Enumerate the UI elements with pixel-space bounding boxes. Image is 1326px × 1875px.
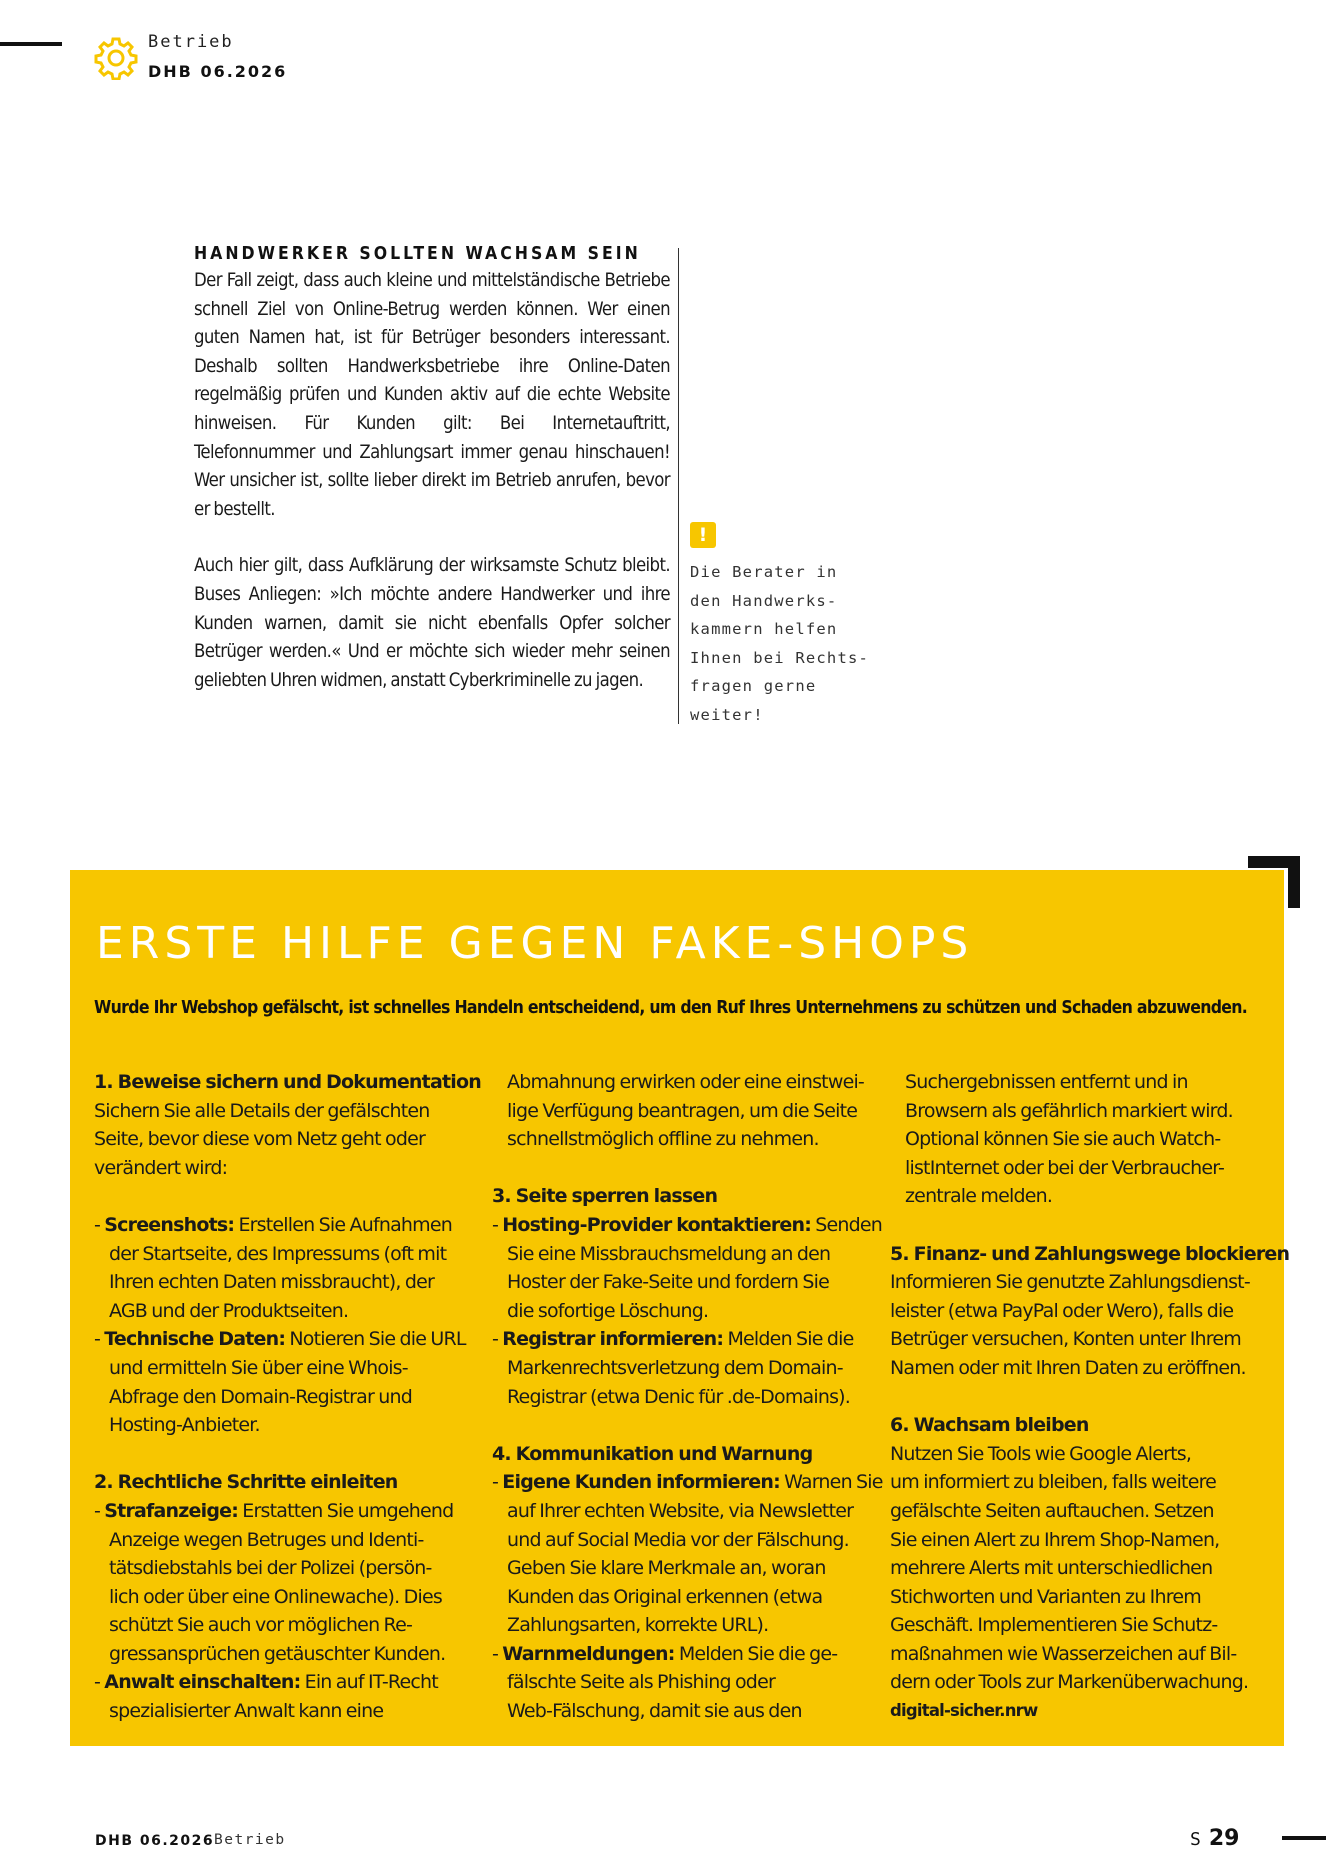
text-line: gressansprüchen getäuschter Kunden. — [109, 1642, 446, 1665]
text-line: schnellstmöglich offline zu nehmen. — [507, 1128, 819, 1151]
page-prefix: S — [1190, 1829, 1201, 1850]
text-line: mehrere Alerts mit unterschiedlichen — [890, 1557, 1213, 1580]
spacer — [890, 1211, 1276, 1240]
bullet-label: Screenshots: — [104, 1213, 235, 1236]
text-line: Nutzen Sie Tools wie Google Alerts, — [890, 1442, 1192, 1465]
exclamation-icon: ! — [690, 522, 716, 548]
text-line: Web-Fälschung, damit sie aus den — [507, 1700, 802, 1723]
bullet-text: Ein auf IT-Recht — [304, 1671, 438, 1694]
bullet-label: Anwalt einschalten: — [104, 1671, 301, 1694]
bullet-dash: - — [492, 1471, 503, 1494]
bullet-label: Hosting-Provider kontaktieren: — [502, 1213, 811, 1236]
bullet-item — [94, 1668, 470, 1697]
bullet-dash: - — [492, 1642, 503, 1665]
box-column-2 — [492, 1068, 883, 1726]
text-line: Hosting-Anbieter. — [109, 1414, 260, 1437]
text-line: Informieren Sie genutzte Zahlungsdienst- — [890, 1271, 1250, 1294]
bullet-text: Notieren Sie die URL — [289, 1328, 466, 1351]
footer-section: Betrieb — [214, 1832, 286, 1848]
bullet-label: Eigene Kunden informieren: — [502, 1471, 780, 1494]
text-line: Seite, bevor diese vom Netz geht oder — [94, 1128, 426, 1151]
text-line: AGB und der Produktseiten. — [109, 1299, 349, 1322]
spacer — [890, 1383, 1276, 1412]
tip-box — [690, 558, 880, 730]
tip-line: fragen gerne — [690, 677, 817, 696]
text-line: spezialisierter Anwalt kann eine — [109, 1700, 384, 1723]
bullet-text: Senden — [815, 1213, 883, 1236]
box-column-3 — [890, 1068, 1290, 1726]
tip-line: Ihnen bei Rechts- — [690, 648, 870, 667]
tip-line: den Handwerks- — [690, 591, 838, 610]
text-line: Betrüger versuchen, Konten unter Ihrem — [890, 1328, 1241, 1351]
bullet-item — [492, 1211, 883, 1240]
bullet-item — [492, 1325, 868, 1354]
text-line: Optional können Sie sie auch Watch- — [905, 1128, 1221, 1151]
section-heading: 4. Kommunikation und Warnung — [492, 1442, 813, 1465]
bullet-dash: - — [492, 1213, 503, 1236]
text-line: zentrale melden. — [905, 1185, 1053, 1208]
text-line: Anzeige wegen Betruges und Identi- — [109, 1528, 424, 1551]
bullet-item — [94, 1211, 470, 1240]
bullet-text: Melden Sie die — [727, 1328, 854, 1351]
article-paragraph-1: Der Fall zeigt, dass auch kleine und mittelständische Betriebe schnell Ziel von Online-Betrug werden können. Wer einen guten Namen hat, ist für Betrüger besonders interessant. Deshalb sollten Handwerksbetriebe ihre Online-Daten regelmäßig prüfen und Kunden aktiv auf die echte Website hinweisen. Für Kunden gilt: Bei Internetauftritt, Telefonnummer und Zahlungsart immer genau hinschauen! Wer unsicher ist, sollte lieber direkt im Betrieb anrufen, bevor er bestellt. — [194, 270, 670, 520]
bullet-label: Technische Daten: — [104, 1328, 286, 1351]
text-line: tätsdiebstahls bei der Polizei (persön- — [109, 1557, 432, 1580]
bullet-item — [94, 1497, 470, 1526]
article — [194, 244, 670, 695]
text-line: Abmahnung erwirken oder eine einstwei- — [507, 1071, 864, 1093]
text-line: gefälschte Seiten auftauchen. Setzen — [890, 1499, 1214, 1522]
bullet-label: Strafanzeige: — [104, 1499, 239, 1522]
text-line: Kunden das Original erkennen (etwa — [507, 1585, 823, 1608]
text-line: schützt Sie auch vor möglichen Re- — [109, 1614, 413, 1637]
text-line: Markenrechtsverletzung dem Domain- — [507, 1356, 843, 1379]
footer-rule — [1282, 1836, 1326, 1840]
text-line: Geschäft. Implementieren Sie Schutz- — [890, 1614, 1218, 1637]
bullet-dash: - — [94, 1328, 105, 1351]
spacer — [492, 1154, 868, 1183]
box-title: ERSTE HILFE GEGEN FAKE-SHOPS — [96, 918, 974, 969]
text-line: Zahlungsarten, korrekte URL). — [507, 1614, 769, 1637]
bullet-text: Melden Sie die ge- — [678, 1642, 838, 1665]
bullet-dash: - — [492, 1328, 503, 1351]
text-line: die sofortige Löschung. — [507, 1299, 709, 1322]
box-column-1 — [94, 1068, 481, 1726]
spacer — [94, 1440, 470, 1469]
footer-issue: DHB 06.2026 — [95, 1833, 215, 1849]
text-line: Browsern als gefährlich markiert wird. — [905, 1099, 1233, 1122]
header-issue: DHB 06.2026 — [148, 62, 288, 81]
header-rule — [0, 42, 62, 46]
text-line: lich oder über eine Onlinewache). Dies — [109, 1585, 442, 1608]
text-line: der Startseite, des Impressums (oft mit — [109, 1242, 447, 1265]
spacer — [94, 1182, 470, 1211]
text-line: listInternet oder bei der Verbraucher- — [905, 1156, 1225, 1179]
text-line: Geben Sie klare Merkmale an, woran — [507, 1557, 826, 1580]
page-number — [1190, 1826, 1239, 1851]
header-section: Betrieb — [148, 32, 234, 52]
text-line: dern oder Tools zur Markenüberwachung. — [890, 1671, 1249, 1694]
bullet-item — [492, 1468, 883, 1497]
article-heading: HANDWERKER SOLLTEN WACHSAM SEIN — [194, 244, 641, 264]
text-line: Hoster der Fake-Seite und fordern Sie — [507, 1271, 830, 1294]
text-line: Registrar (etwa Denic für .de-Domains). — [507, 1385, 851, 1408]
text-line: Sichern Sie alle Details der gefälschten — [94, 1099, 430, 1122]
column-divider — [678, 248, 679, 724]
page-number-value: 29 — [1208, 1826, 1240, 1851]
section-heading: 5. Finanz- und Zahlungswege blockieren — [890, 1242, 1290, 1265]
text-line: Stichworten und Varianten zu Ihrem — [890, 1585, 1201, 1608]
text-line: Ihren echten Daten missbraucht), der — [109, 1271, 435, 1294]
bullet-dash: - — [94, 1671, 105, 1694]
text-line: verändert wird: — [94, 1156, 228, 1179]
bullet-dash: - — [94, 1213, 105, 1236]
text-line: lige Verfügung beantragen, um die Seite — [507, 1099, 858, 1122]
tip-line: weiter! — [690, 705, 764, 724]
text-line: und auf Social Media vor der Fälschung. — [507, 1528, 849, 1551]
bullet-text: Erstellen Sie Aufnahmen — [238, 1213, 453, 1236]
gear-icon — [94, 36, 138, 80]
text-line: Sie eine Missbrauchsmeldung an den — [507, 1242, 831, 1265]
text-line: maßnahmen wie Wasserzeichen auf Bil- — [890, 1642, 1237, 1665]
text-line: Sie einen Alert zu Ihrem Shop-Namen, — [890, 1528, 1220, 1551]
section-heading: 2. Rechtliche Schritte einleiten — [94, 1471, 398, 1494]
tip-line: kammern helfen — [690, 620, 838, 639]
tip-line: Die Berater in — [690, 563, 838, 581]
spacer — [492, 1411, 868, 1440]
bullet-text: Erstatten Sie umgehend — [242, 1499, 454, 1522]
source-link: digital-sicher.nrw — [890, 1701, 1038, 1721]
bullet-dash: - — [94, 1499, 105, 1522]
section-heading: 6. Wachsam bleiben — [890, 1414, 1089, 1437]
text-line: Abfrage den Domain-Registrar und — [109, 1385, 412, 1408]
bullet-label: Registrar informieren: — [502, 1328, 724, 1351]
article-paragraph-2: Auch hier gilt, dass Aufklärung der wirksamste Schutz bleibt. Buses Anliegen: »Ich möchte andere Handwerker und ihre Kunden warnen, damit sie nicht ebenfalls Opfer solcher Betrüger werden.« Und er möchte sich wieder mehr seinen geliebten Uhren widmen, anstatt Cyberkriminelle zu jagen. — [194, 555, 670, 691]
text-line: und ermitteln Sie über eine Whois- — [109, 1356, 408, 1379]
text-line: fälschte Seite als Phishing oder — [507, 1671, 775, 1694]
text-line: Suchergebnissen entfernt und in — [905, 1071, 1188, 1093]
bullet-item — [94, 1325, 470, 1354]
section-heading: 1. Beweise sichern und Dokumentation — [94, 1071, 481, 1093]
section-heading: 3. Seite sperren lassen — [492, 1185, 718, 1208]
bullet-label: Warnmeldungen: — [502, 1642, 675, 1665]
text-line: Namen oder mit Ihren Daten zu eröffnen. — [890, 1356, 1246, 1379]
text-line: leister (etwa PayPal oder Wero), falls die — [890, 1299, 1234, 1322]
bullet-item — [492, 1640, 868, 1669]
box-intro: Wurde Ihr Webshop gefälscht, ist schnelles Handeln entscheidend, um den Ruf Ihres Unternehmens zu schützen und Schaden abzuwenden. — [94, 998, 1248, 1018]
text-line: um informiert zu bleiben, falls weitere — [890, 1471, 1217, 1494]
bullet-text: Warnen Sie — [784, 1471, 883, 1494]
text-line: auf Ihrer echten Website, via Newsletter — [507, 1499, 854, 1522]
